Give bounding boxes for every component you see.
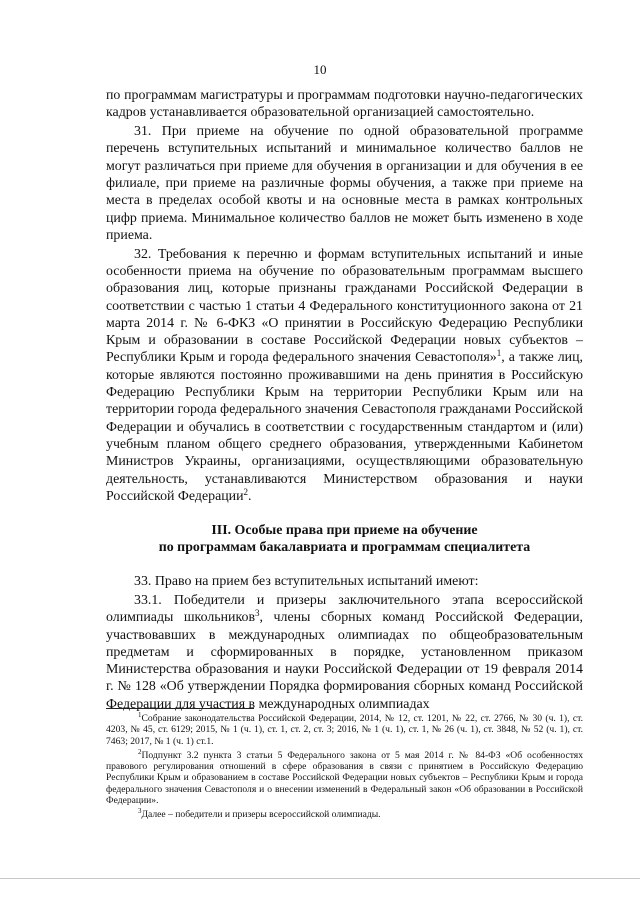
paragraph-33-1-part2: , члены сборных команд Российской Федерации, участвовавших в международных олимпиадах по общеобразовательным предметам и сформированных в порядке, установленном приказом Министерства образования и науки Российской Федерации от 19 февраля 2014 г. № 128 «Об утверждении Порядка формирования сборных команд Российской Федерации для участия в международных олимпиадах (106, 610, 583, 712)
section-heading-line1: III. Особые права при приеме на обучение (211, 523, 478, 539)
section-heading (106, 522, 583, 556)
paragraph-continuation: по программам магистратуры и программам подготовки научно-педагогических кадров устанавливается образовательной организацией самостоятельно. (106, 88, 583, 121)
footnote-ref-1[interactable]: 1 (496, 348, 502, 359)
page-number: 10 (313, 62, 327, 77)
footnote-mark: 3 (138, 807, 142, 816)
footnote-text: Собрание законодательства Российской Федерации, 2014, № 12, ст. 1201, № 22, ст. 2766, № 30 (ч. 1), ст. 4203, № 45, ст. 6129; 2015, № 1 (ч. 1), ст. 1, ст. 2, ст. 3; 2016, № 1 (ч. 1), ст. 1, № 26 (ч. 1), ст. 3848, № 52 (ч. 1), ст. 7463; 2017, № 1 (ч. 1) ст.1. (106, 713, 583, 747)
footnote-text: Далее – победители и призеры всероссийской олимпиады. (141, 809, 381, 821)
footnote-ref-3[interactable]: 3 (255, 608, 260, 619)
body-text (106, 87, 583, 715)
footnote-text: Подпункт 3.2 пункта 3 статьи 5 Федерального закона от 5 мая 2014 г. № 84-ФЗ «Об особенностях правового регулирования отношений в сфере образования в связи с принятием в Российскую Федерацию Республики Крым и образованием в составе Российской Федерации новых субъектов – Республики Крым и города федерального значения Севастополя и о внесении изменений в Федеральный закон «Об образовании в Российской Федерации». (106, 749, 583, 807)
footnote-1 (106, 713, 583, 747)
scan-edge-line (0, 878, 640, 879)
paragraph-32-part2: , а также лиц, которые являются постоянно проживавшими на день принятия в Российскую Федерацию Республики Крым на территории Республики Крым или на территории города федерального значения Севастополя гражданами Российской Федерации и обучались в соответствии с государственным стандартом и (или) учебным планом общего среднего образования, утвержденными Кабинетом Министров Украины, организациями, осуществляющими образовательную деятельность, устанавливаются Министерством образования и науки Российской Федерации (106, 350, 583, 504)
paragraph-32-part1: 32. Требования к перечню и формам вступительных испытаний и иные особенности приема на обучение по образовательным программам высшего образования лиц, которые признаны гражданами Российской Федерации в соответствии с частью 1 статьи 4 Федерального конституционного закона от 21 марта 2014 г. № 6-ФКЗ «О принятии в Российскую Федерацию Республики Крым и образовании в составе Российской Федерации новых субъектов – Республики Крым и города федерального значения Севастополя» (106, 246, 583, 366)
footnote-3 (106, 809, 583, 820)
section-heading-line2: по программам бакалавриата и программам специалитета (158, 540, 531, 556)
footnote-2 (106, 747, 583, 807)
footnote-ref-2[interactable]: 2 (243, 486, 249, 497)
footnote-mark: 2 (138, 747, 142, 756)
footnotes (106, 713, 583, 824)
paragraph-33-1 (106, 592, 583, 713)
paragraph-33-1-part1: 33.1. Победители и призеры заключительного этапа всероссийской олимпиады школьников (106, 592, 583, 626)
footnote-separator (106, 708, 254, 709)
footnote-mark: 1 (138, 711, 142, 719)
paragraph-32-part3: . (248, 488, 252, 504)
paragraph-33: 33. Право на прием без вступительных испытаний имеют: (134, 574, 479, 590)
paragraph-31: 31. При приеме на обучение по одной образовательной программе перечень вступительных испытаний и минимальное количество баллов не могут различаться при приеме для обучения в организации и для обучения в ее филиале, при приеме на различные формы обучения, а также при приеме на места в пределах особой квоты и на основные места в рамках контрольных цифр приема. Минимальное количество баллов не может быть изменено в ходе приема. (106, 124, 583, 243)
paragraph-32 (106, 246, 583, 505)
